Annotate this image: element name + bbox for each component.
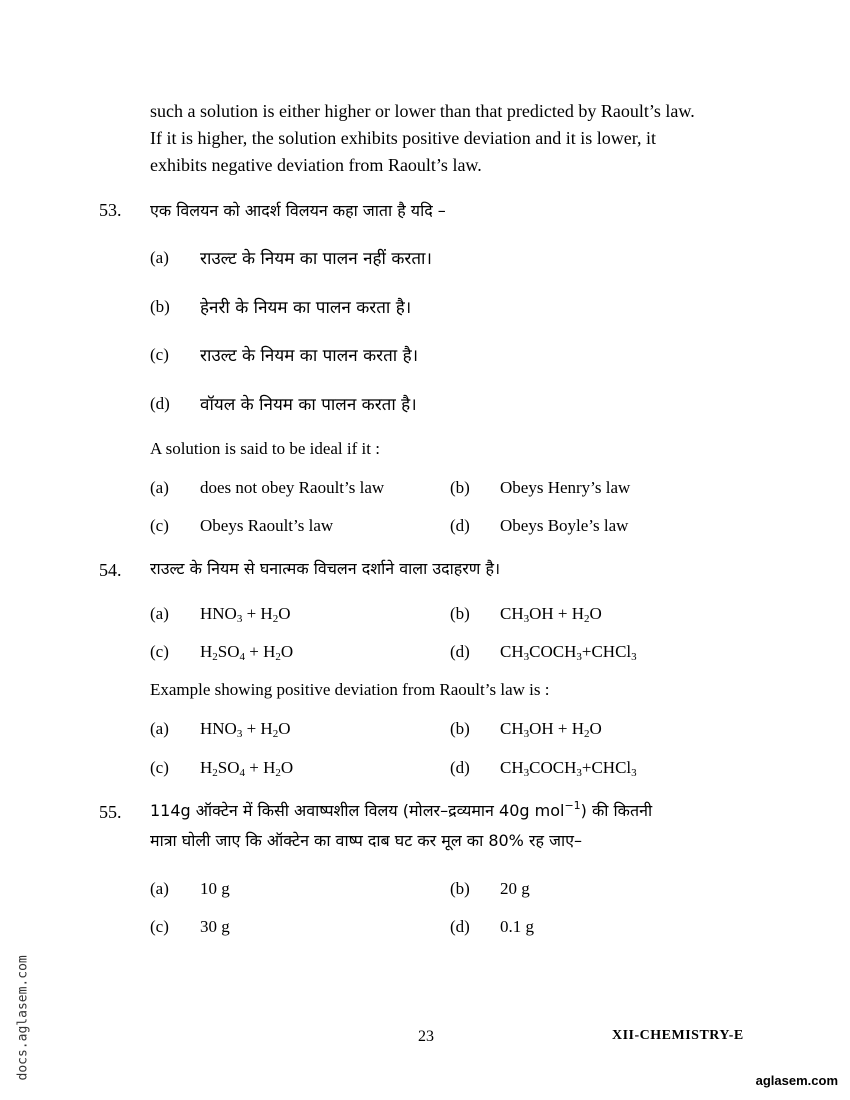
- intro-line: exhibits negative deviation from Raoult’s law.: [150, 155, 482, 175]
- option-text: 10 g: [200, 879, 230, 898]
- option-label: (d): [450, 917, 470, 936]
- option-label: (c): [150, 345, 169, 364]
- option-formula: $CH_3OH + H_2O$: [500, 604, 602, 625]
- option-formula: $HNO_3 + H_2O$: [200, 604, 291, 625]
- intro-paragraph: [150, 98, 752, 179]
- option-text: वॉयल के नियम का पालन करता है।: [200, 395, 417, 415]
- option-label: (d): [150, 394, 170, 413]
- option-formula: $H_2SO_4 + H_2O$: [200, 758, 294, 779]
- option-label: (c): [150, 758, 169, 777]
- option-text: 0.1 g: [500, 917, 534, 936]
- option-text: 20 g: [500, 879, 530, 898]
- question-number: 54.: [99, 560, 122, 580]
- intro-line: such a solution is either higher or lower than that predicted by Raoult’s law.: [150, 101, 695, 121]
- option-label: (b): [150, 297, 170, 316]
- page-number: 23: [418, 1028, 434, 1045]
- option-label: (a): [150, 248, 169, 267]
- question-number: 55.: [99, 802, 122, 822]
- question-text-english: A solution is said to be ideal if it :: [150, 439, 380, 458]
- option-label: (c): [150, 917, 169, 936]
- option-label: (b): [450, 478, 470, 497]
- option-formula: $HNO_3 + H_2O$: [200, 719, 291, 740]
- option-label: (b): [450, 879, 470, 898]
- question-line: [150, 796, 752, 826]
- option-text: 30 g: [200, 917, 230, 936]
- brand-link[interactable]: aglasem.com: [755, 1073, 838, 1088]
- option-formula: $CH_3COCH_3+CHCl_3$: [500, 642, 637, 663]
- option-label: (a): [150, 719, 169, 738]
- option-formula: $CH_3COCH_3+CHCl_3$: [500, 758, 637, 779]
- watermark-text: docs.aglasem.com: [15, 955, 31, 1081]
- question-text-hindi: राउल्ट के नियम से घनात्मक विचलन दर्शाने वाला उदाहरण है।: [150, 559, 501, 578]
- paper-code: XII-CHEMISTRY-E: [612, 1028, 744, 1043]
- option-text: Obeys Boyle’s law: [500, 516, 629, 535]
- option-label: (b): [450, 604, 470, 623]
- option-label: (a): [150, 879, 169, 898]
- option-text: हेनरी के नियम का पालन करता है।: [200, 298, 412, 318]
- option-text: Obeys Raoult’s law: [200, 516, 334, 535]
- option-label: (a): [150, 478, 169, 497]
- question-text-hindi: एक विलयन को आदर्श विलयन कहा जाता है यदि –: [150, 201, 446, 220]
- question-text-hindi: [150, 796, 752, 856]
- option-label: (b): [450, 719, 470, 738]
- option-formula: $H_2SO_4 + H_2O$: [200, 642, 294, 663]
- option-label: (d): [450, 642, 470, 661]
- option-formula: $CH_3OH + H_2O$: [500, 719, 602, 740]
- question-number: 53.: [99, 200, 122, 220]
- question-line-part: 114g ऑक्टेन में किसी अवाष्पशील विलय (मोलर–द्रव्यमान 40g mol: [150, 801, 565, 820]
- option-text: राउल्ट के नियम का पालन नहीं करता।: [200, 249, 432, 269]
- option-label: (c): [150, 642, 169, 661]
- question-text-english: Example showing positive deviation from Raoult’s law is :: [150, 680, 550, 699]
- question-line-part: ) की कितनी: [580, 801, 653, 820]
- intro-line: If it is higher, the solution exhibits positive deviation and it is lower, it: [150, 128, 656, 148]
- option-text: राउल्ट के नियम का पालन करता है।: [200, 346, 419, 366]
- superscript: −1: [564, 799, 581, 812]
- option-text: Obeys Henry’s law: [500, 478, 631, 497]
- question-line: मात्रा घोली जाए कि ऑक्टेन का वाष्प दाब घट कर मूल का 80% रह जाए–: [150, 831, 582, 850]
- option-text: does not obey Raoult’s law: [200, 478, 385, 497]
- option-label: (d): [450, 516, 470, 535]
- option-label: (d): [450, 758, 470, 777]
- option-label: (a): [150, 604, 169, 623]
- option-label: (c): [150, 516, 169, 535]
